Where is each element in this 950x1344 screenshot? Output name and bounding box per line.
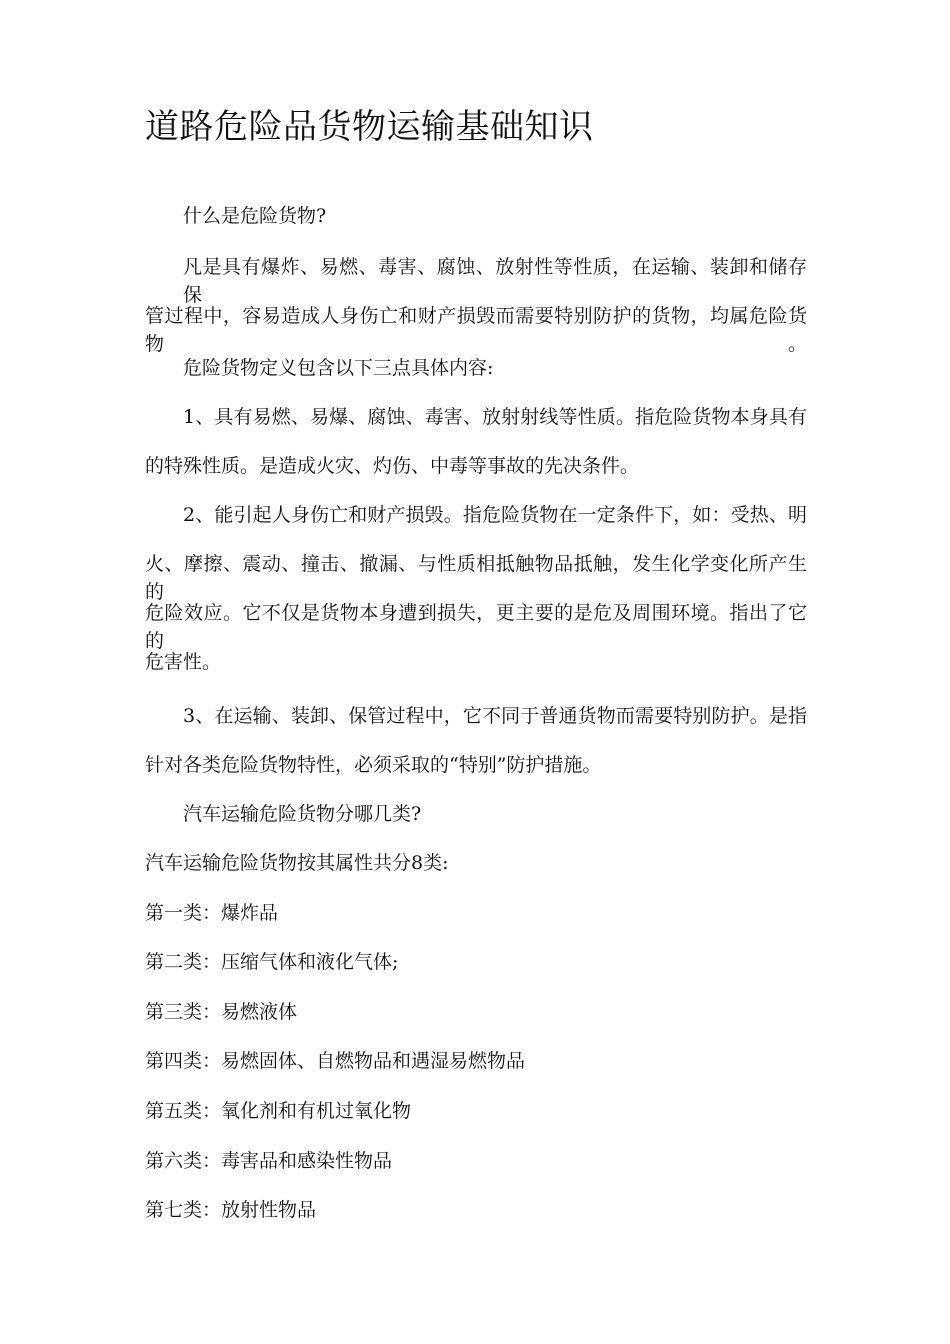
point-2-line-2: 火、摩擦、震动、撞击、撤漏、与性质相抵触物品抵触，发生化学变化所产生的 bbox=[145, 553, 807, 603]
document-title: 道路危险品货物运输基础知识 bbox=[145, 107, 594, 147]
class-item: 第三类：易燃液体 bbox=[145, 1001, 298, 1023]
classes-intro: 汽车运输危险货物按其属性共分8类: bbox=[145, 852, 449, 874]
definition-intro: 危险货物定义包含以下三点具体内容: bbox=[183, 357, 494, 379]
definition-line-1: 凡是具有爆炸、易燃、毒害、腐蚀、放射性等性质，在运输、装卸和储存保 bbox=[183, 256, 807, 306]
point-2-line-4: 危害性。 bbox=[145, 651, 222, 673]
point-2-line-3: 危险效应。它不仅是货物本身遭到损失，更主要的是危及周围环境。指出了它的 bbox=[145, 602, 807, 652]
definition-line-2: 管过程中，容易造成人身伤亡和财产损毁而需要特别防护的货物，均属危险货物。 bbox=[145, 305, 807, 355]
question-what-is-dangerous-goods: 什么是危险货物? bbox=[183, 205, 327, 227]
class-item: 第五类：氧化剂和有机过氧化物 bbox=[145, 1100, 412, 1122]
point-3-line-2: 针对各类危险货物特性，必须采取的“特别”防护措施。 bbox=[145, 754, 602, 776]
class-item: 第七类：放射性物品 bbox=[145, 1199, 317, 1221]
class-item: 第四类：易燃固体、自燃物品和遇湿易燃物品 bbox=[145, 1050, 526, 1072]
point-2-line-1: 2、能引起人身伤亡和财产损毁。指危险货物在一定条件下，如：受热、明 bbox=[183, 504, 807, 526]
point-1-line-2: 的特殊性质。是造成火灾、灼伤、中毒等事故的先决条件。 bbox=[145, 455, 640, 477]
point-1-line-1: 1、具有易燃、易爆、腐蚀、毒害、放射射线等性质。指危险货物本身具有 bbox=[183, 406, 807, 428]
class-item: 第六类：毒害品和感染性物品 bbox=[145, 1150, 393, 1172]
point-3-line-1: 3、在运输、装卸、保管过程中，它不同于普通货物而需要特别防护。是指 bbox=[183, 705, 807, 727]
class-item: 第一类：爆炸品 bbox=[145, 902, 279, 924]
class-item: 第二类：压缩气体和液化气体; bbox=[145, 951, 399, 973]
question-vehicle-classes: 汽车运输危险货物分哪几类? bbox=[183, 803, 422, 825]
